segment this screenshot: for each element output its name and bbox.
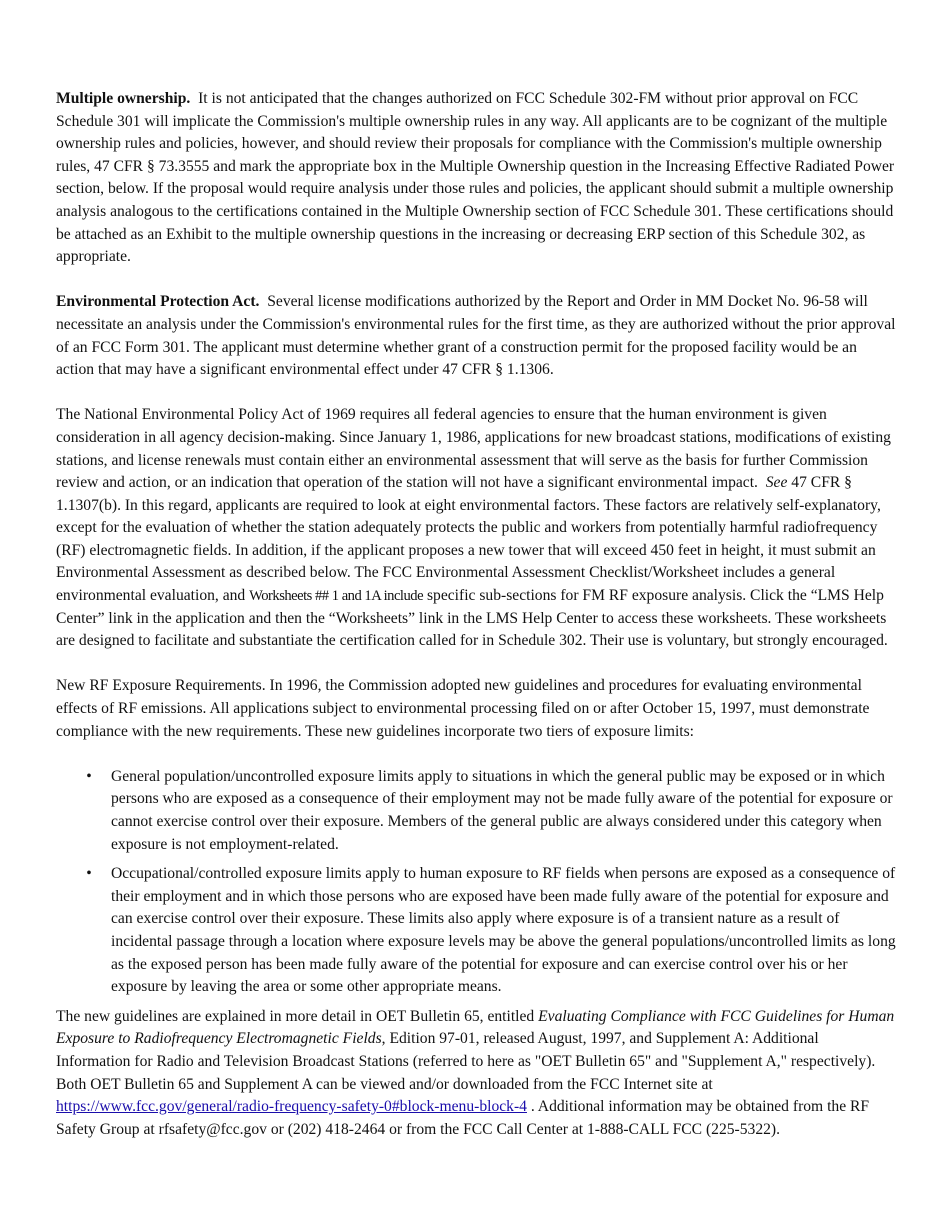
bullet-marker: • <box>86 767 92 785</box>
bullet-marker: • <box>86 865 92 883</box>
oet-bulletin-title: Evaluating Compliance with FCC Guidelines for Human Exposure to Radiofrequency Electromagnetic Fields <box>56 1007 895 1048</box>
rf-requirements-intro: New RF Exposure Requirements. In 1996, the Commission adopted new guidelines and procedures for evaluating environmental effects of RF emissions. All applications subject to environmental processing filed on or after October 15, 1997, must demonstrate compliance with the new requirements. These new guidelines incorporate two tiers of exposure limits: <box>56 677 870 740</box>
environmental-protection-body: Several license modifications authorized by the Report and Order in MM Docket No. 96-58 will necessitate an analysis under the Commission's environmental rules for the first time, as they are authorized without the prior approval of an FCC Form 301. The applicant must determine whether grant of a construction permit for the proposed facility would be an action that may have a significant environmental effect under 47 CFR § 1.1306. <box>56 293 896 379</box>
guidelines-text-part1: The new guidelines are explained in more detail in OET Bulletin 65, entitled <box>56 1007 535 1025</box>
guidelines-paragraph <box>56 1006 896 1142</box>
nepa-worksheets-ref: Worksheets ## 1 and 1A include <box>249 588 424 605</box>
multiple-ownership-heading: Multiple ownership. <box>56 90 191 107</box>
guidelines-text-part2: , Edition 97-01, released August, 1997, and Supplement A: Additional Information for Radio and Television Broadcast Stations (referred to here as "OET Bulletin 65" and "Supplement A," respectively). Both OET Bulletin 65 and Supplement A can be viewed and/or downloaded from the FCC Internet site at <box>56 1030 876 1093</box>
multiple-ownership-body: It is not anticipated that the changes authorized on FCC Schedule 302-FM without prior approval on FCC Schedule 301 will implicate the Commission's multiple ownership rules in any way. All applicants are to be cognizant of the multiple ownership rules and policies, however, and should review their proposals for compliance with the Commission's multiple ownership rules, 47 CFR § 73.3555 and mark the appropriate box in the Multiple Ownership question in the Increasing Effective Radiated Power section, below. If the proposal would require analysis under those rules and policies, the applicant should submit a multiple ownership analysis analogous to the certifications contained in the Multiple Ownership section of FCC Schedule 301. These certifications should be attached as an Exhibit to the multiple ownership questions in the increasing or decreasing ERP section of this Schedule 302, as appropriate. <box>56 90 895 266</box>
nepa-paragraph <box>56 404 896 653</box>
guidelines-text-part3: . Additional information may be obtained from the RF Safety Group at rfsafety@fcc.gov or (202) 418-2464 or from the FCC Call Center at 1-888-CALL FCC (225-5322). <box>56 1098 870 1138</box>
environmental-protection-paragraph <box>56 291 896 381</box>
list-item <box>56 863 896 999</box>
occupational-limits-text: Occupational/controlled exposure limits apply to human exposure to RF fields when persons are exposed as a consequence of their employment and in which those persons who are exposed have been made fully aware of the potential for exposure and can exercise control over their exposure. These limits also apply where exposure is of a transient nature as a result of incidental passage through a location where exposure levels may be above the general populations/uncontrolled limits as long as the exposed person has been made fully aware of the potential for exposure and can exercise control over his or her exposure by leaving the area or some other appropriate means. <box>111 865 896 996</box>
nepa-text-part1: The National Environmental Policy Act of 1969 requires all federal agencies to ensure that the human environment is given consideration in all agency decision-making. Since January 1, 1986, applications for new broadcast stations, modifications of existing stations, and license renewals must contain either an environmental assessment that will serve as the basis for further Commission review and action, or an indication that operation of the station will not have a significant environmental impact. <box>56 406 891 492</box>
nepa-see-ref: See <box>765 474 788 492</box>
multiple-ownership-paragraph <box>56 88 896 269</box>
general-population-limits-text: General population/uncontrolled exposure limits apply to situations in which the general public may be exposed or in which persons who are exposed as a consequence of their employment may not be made fully aware of the potential for exposure or cannot exercise control over their exposure. Members of the general public are always considered under this category when exposure is not employment-related. <box>111 767 893 853</box>
fcc-rf-safety-link[interactable]: https://www.fcc.gov/general/radio-frequency-safety-0#block-menu-block-4 <box>56 1098 527 1116</box>
exposure-tiers-list <box>56 766 896 999</box>
document-page <box>56 88 896 1164</box>
list-item <box>56 766 896 856</box>
environmental-protection-heading: Environmental Protection Act. <box>56 293 260 311</box>
nepa-text-part3: specific sub-sections for FM RF exposure analysis. Click the “LMS Help Center” link in the application and then the “Worksheets” link in the LMS Help Center to access these worksheets. These worksheets are designed to facilitate and substantiate the certification called for in Schedule 302. Their use is voluntary, but strongly encouraged. <box>56 587 888 650</box>
nepa-text-part2: 47 CFR § 1.1307(b). In this regard, applicants are required to look at eight environmental factors. These factors are relatively self-explanatory, except for the evaluation of whether the station adequately protects the public and workers from potentially harmful radiofrequency (RF) electromagnetic fields. In addition, if the applicant proposes a new tower that will exceed 450 feet in height, it must submit an Environmental Assessment as described below. The FCC Environmental Assessment Checklist/Worksheet includes a general environmental evaluation, and <box>56 474 881 605</box>
